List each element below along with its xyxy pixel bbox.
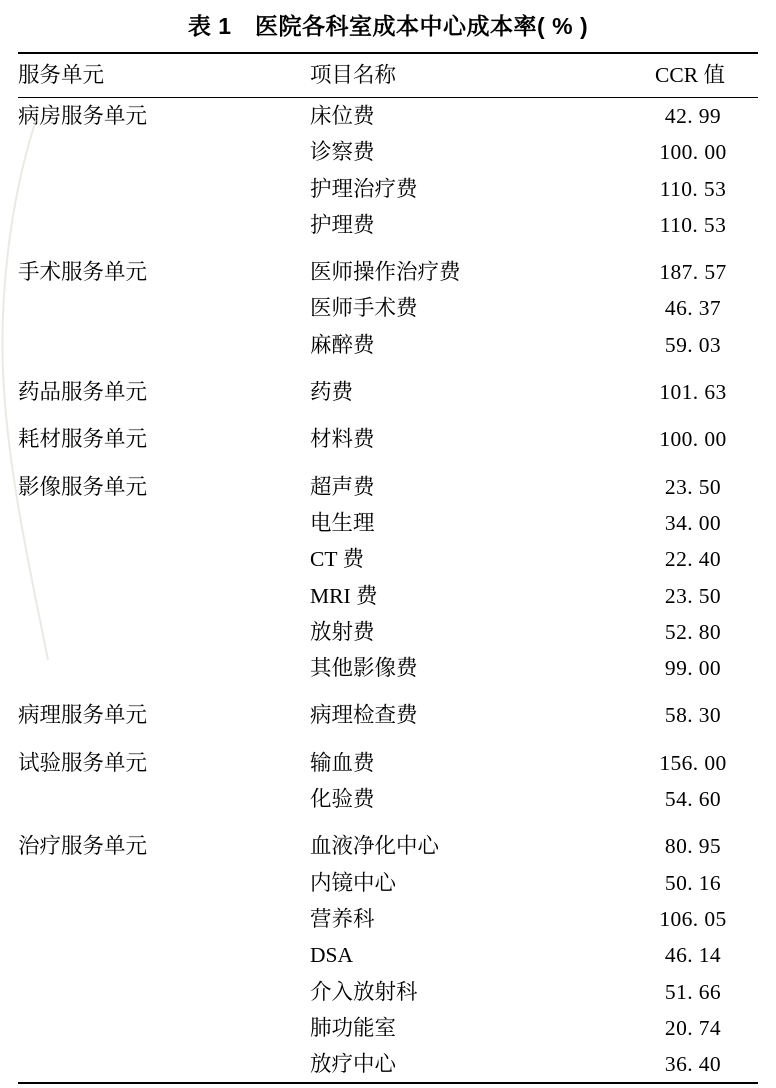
ccr-cell: 23. 50 [664, 474, 722, 499]
ccr-cell: 59. 03 [664, 332, 722, 357]
item-cell: CT 费 [310, 547, 364, 572]
column-header-ccr: CCR 值 [655, 63, 725, 87]
unit-cell: 治疗服务单元 [18, 834, 148, 859]
table-row [18, 578, 758, 614]
item-cell: 床位费 [310, 104, 375, 128]
table-row [18, 1010, 758, 1046]
ccr-cell: 100. 00 [659, 427, 727, 452]
unit-cell [18, 578, 310, 614]
item-cell: 麻醉费 [310, 332, 375, 357]
ccr-cell: 156. 00 [659, 750, 727, 775]
unit-cell [18, 614, 310, 650]
ccr-cell: 80. 95 [664, 834, 722, 859]
column-header-item: 项目名称 [310, 63, 397, 87]
table-row [18, 363, 758, 410]
ccr-cell: 34. 00 [664, 510, 722, 535]
unit-cell: 药品服务单元 [18, 380, 148, 405]
ccr-cell: 42. 99 [664, 104, 722, 128]
ccr-cell: 54. 60 [664, 787, 722, 812]
table-row [18, 686, 758, 733]
table-row [18, 974, 758, 1010]
item-cell: 护理治疗费 [310, 176, 418, 201]
table-row [18, 781, 758, 817]
unit-cell [18, 171, 310, 207]
ccr-cell: 110. 53 [659, 176, 727, 201]
ccr-cell: 187. 57 [659, 260, 727, 285]
table-title: 表 1 医院各科室成本中心成本率( % ) [187, 13, 589, 39]
unit-cell [18, 505, 310, 541]
table-row [18, 650, 758, 686]
table-row [18, 171, 758, 207]
item-cell: 电生理 [310, 510, 375, 535]
table-row [18, 243, 758, 290]
unit-cell [18, 974, 310, 1010]
table-header [18, 54, 758, 97]
table-header-row [18, 54, 758, 97]
table-row [18, 865, 758, 901]
item-cell: 营养科 [310, 906, 375, 931]
table-row [18, 817, 758, 864]
item-cell: 材料费 [310, 427, 375, 452]
table-body [18, 98, 758, 1082]
table-row [18, 734, 758, 781]
unit-cell [18, 1010, 310, 1046]
unit-cell: 手术服务单元 [18, 260, 148, 285]
item-cell: 放射费 [310, 619, 375, 644]
table-row [18, 207, 758, 243]
table-bottom-rule [18, 1082, 758, 1084]
item-cell: 肺功能室 [310, 1015, 397, 1040]
item-cell: 介入放射科 [310, 979, 418, 1004]
ccr-cell: 110. 53 [659, 212, 727, 237]
item-cell: 病理检查费 [310, 703, 418, 728]
unit-cell [18, 937, 310, 973]
item-cell: 其他影像费 [310, 656, 418, 681]
ccr-cell: 58. 30 [664, 703, 722, 728]
table-row [18, 458, 758, 505]
table-row [18, 290, 758, 326]
item-cell: 药费 [310, 380, 354, 405]
item-cell: 放疗中心 [310, 1052, 397, 1077]
ccr-cell: 46. 37 [664, 296, 722, 321]
table-row [18, 1046, 758, 1082]
unit-cell [18, 865, 310, 901]
item-cell: 内镜中心 [310, 870, 397, 895]
ccr-cell: 52. 80 [664, 619, 722, 644]
table-row [18, 614, 758, 650]
table-row [18, 98, 758, 134]
ccr-table-body [18, 98, 758, 1082]
item-cell: DSA [310, 943, 354, 968]
ccr-cell: 46. 14 [664, 943, 722, 968]
item-cell: 医师操作治疗费 [310, 260, 461, 285]
ccr-cell: 99. 00 [664, 656, 722, 681]
item-cell: MRI 费 [310, 583, 378, 608]
ccr-cell: 22. 40 [664, 547, 722, 572]
unit-cell [18, 290, 310, 326]
ccr-cell: 20. 74 [664, 1015, 722, 1040]
unit-cell [18, 541, 310, 577]
item-cell: 医师手术费 [310, 296, 418, 321]
unit-cell [18, 207, 310, 243]
item-cell: 输血费 [310, 750, 375, 775]
unit-cell: 病房服务单元 [18, 104, 148, 128]
column-header-unit: 服务单元 [18, 63, 105, 87]
unit-cell [18, 781, 310, 817]
ccr-cell: 23. 50 [664, 583, 722, 608]
table-row [18, 134, 758, 170]
ccr-cell: 51. 66 [664, 979, 722, 1004]
unit-cell: 试验服务单元 [18, 750, 148, 775]
item-cell: 诊察费 [310, 140, 375, 165]
table-row [18, 901, 758, 937]
unit-cell [18, 901, 310, 937]
ccr-cell: 36. 40 [664, 1052, 722, 1077]
unit-cell: 影像服务单元 [18, 474, 148, 499]
unit-cell [18, 134, 310, 170]
unit-cell [18, 327, 310, 363]
item-cell: 护理费 [310, 212, 375, 237]
item-cell: 化验费 [310, 787, 375, 812]
ccr-cell: 106. 05 [659, 906, 727, 931]
unit-cell [18, 650, 310, 686]
table-row [18, 937, 758, 973]
table-row [18, 541, 758, 577]
item-cell: 血液净化中心 [310, 834, 440, 859]
ccr-cell: 100. 00 [659, 140, 727, 165]
unit-cell: 病理服务单元 [18, 703, 148, 728]
unit-cell [18, 1046, 310, 1082]
table-row [18, 505, 758, 541]
item-cell: 超声费 [310, 474, 375, 499]
unit-cell: 耗材服务单元 [18, 427, 148, 452]
table-row [18, 327, 758, 363]
table-row [18, 410, 758, 457]
ccr-table [18, 54, 758, 97]
ccr-cell: 101. 63 [659, 380, 727, 405]
ccr-cell: 50. 16 [664, 870, 722, 895]
